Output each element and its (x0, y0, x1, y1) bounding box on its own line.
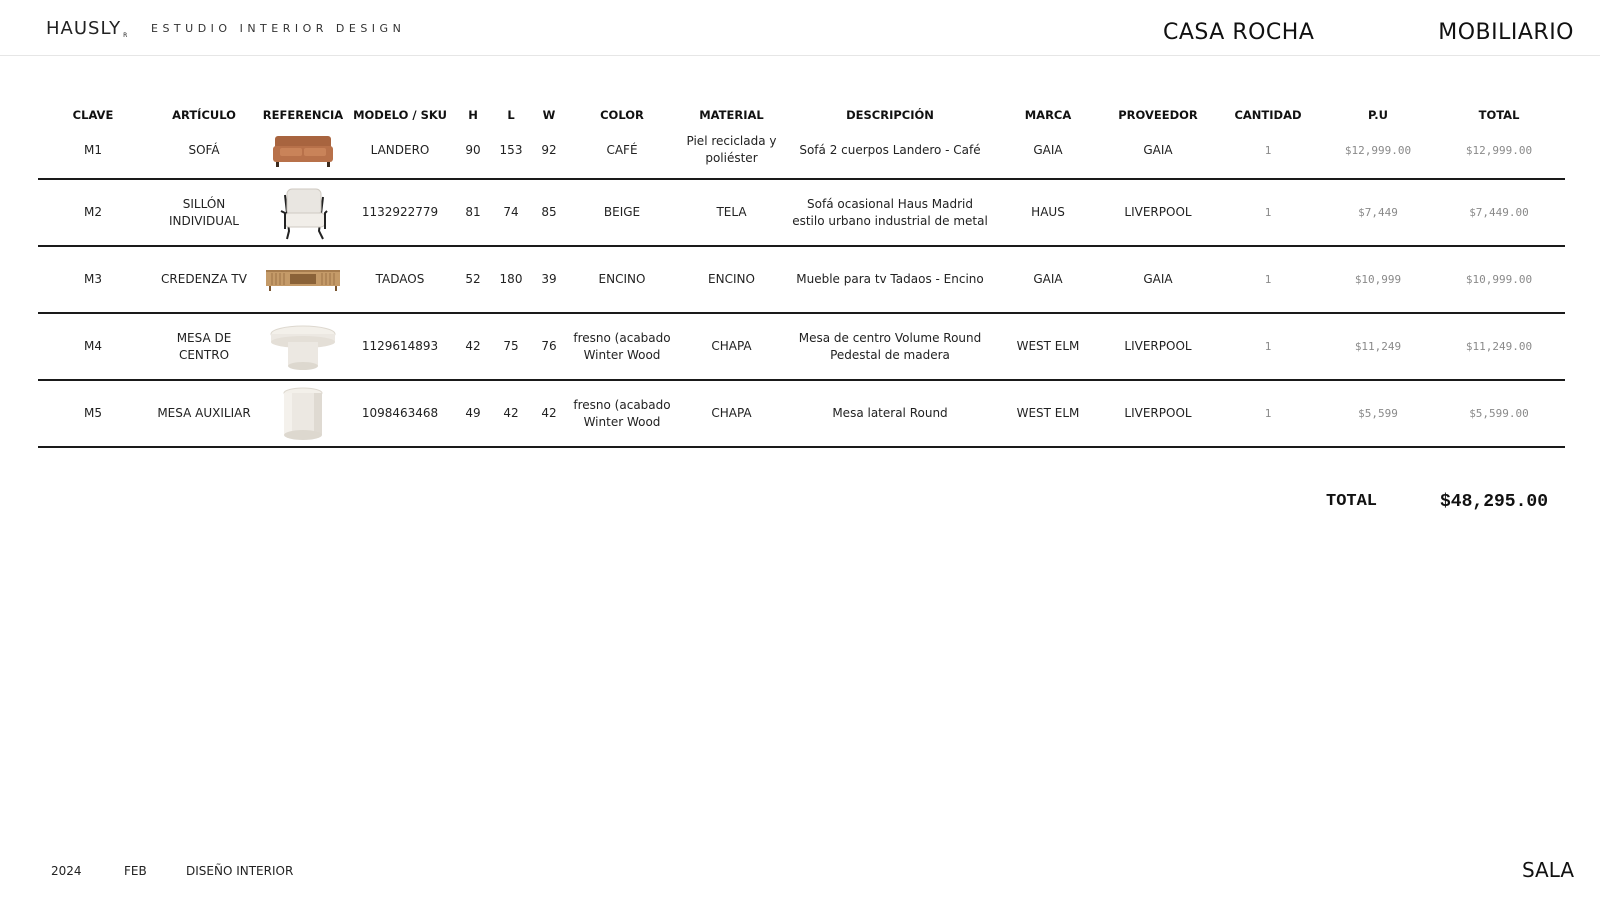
cell-material: TELA (716, 205, 747, 219)
cell-cantidad: 1 (1264, 273, 1272, 286)
tv-credenza-image (260, 250, 346, 310)
cell-descripcion: Sofá ocasional Haus Madrid estilo urbano industrial de metal (792, 196, 988, 228)
footer-year: 2024 (51, 864, 82, 878)
cell-w: 85 (541, 205, 557, 219)
cell-sku: 1098463468 (361, 406, 439, 420)
cell-clave: M1 (84, 142, 102, 157)
cell-sku: 1132922779 (361, 205, 439, 219)
cell-proveedor: GAIA (1143, 142, 1173, 157)
section-title: MOBILIARIO (1438, 20, 1574, 45)
cell-l: 180 (499, 272, 523, 286)
cell-clave: M5 (84, 406, 102, 420)
header-pu: P.U (1367, 107, 1389, 122)
cell-w: 39 (541, 272, 557, 286)
grand-total-value: $48,295.00 (1440, 492, 1549, 512)
coffee-table-image (260, 317, 346, 377)
cell-color: fresno (acabado Winter Wood (573, 330, 671, 362)
cell-cantidad: 1 (1264, 206, 1272, 219)
cell-h: 90 (465, 142, 481, 157)
table-row (38, 180, 1565, 247)
cell-descripcion: Mueble para tv Tadaos - Encino (796, 272, 984, 286)
cell-descripcion: Sofá 2 cuerpos Landero - Café (799, 142, 981, 157)
cell-sku: TADAOS (375, 272, 425, 286)
table-row (38, 314, 1565, 381)
cell-l: 75 (503, 339, 519, 353)
header-clave: CLAVE (72, 107, 114, 122)
cell-h: 81 (465, 205, 481, 219)
cell-marca: WEST ELM (1016, 339, 1080, 353)
armchair-image (260, 183, 346, 243)
page-header (0, 0, 1600, 56)
cell-marca: WEST ELM (1016, 406, 1080, 420)
side-table-image (260, 384, 346, 444)
cell-pu: $11,249 (1354, 340, 1402, 353)
footer-area: DISEÑO INTERIOR (186, 864, 294, 878)
cell-articulo: SOFÁ (188, 142, 220, 157)
cell-pu: $12,999.00 (1344, 143, 1412, 157)
cell-material: CHAPA (711, 339, 752, 353)
cell-color: ENCINO (598, 272, 646, 286)
header-color: COLOR (600, 107, 644, 122)
header-l: L (507, 107, 515, 122)
cell-h: 52 (465, 272, 481, 286)
header-proveedor: PROVEEDOR (1118, 107, 1198, 122)
header-w: W (542, 107, 556, 122)
cell-proveedor: LIVERPOOL (1124, 339, 1192, 353)
header-sku: MODELO / SKU (353, 107, 447, 122)
cell-articulo: SILLÓN INDIVIDUAL (169, 196, 239, 228)
cell-l: 74 (503, 205, 519, 219)
cell-h: 42 (465, 339, 481, 353)
cell-sku: LANDERO (370, 142, 430, 157)
cell-material: CHAPA (711, 406, 752, 420)
cell-l: 153 (499, 142, 523, 157)
footer-room: SALA (1521, 858, 1574, 882)
cell-descripcion: Mesa lateral Round (832, 406, 948, 420)
header-cantidad: CANTIDAD (1234, 107, 1302, 122)
cell-color: CAFÉ (606, 142, 638, 157)
cell-marca: GAIA (1033, 142, 1063, 157)
cell-marca: HAUS (1031, 205, 1065, 219)
cell-clave: M3 (84, 272, 102, 286)
table-row (38, 122, 1565, 180)
cell-total: $10,999.00 (1465, 273, 1533, 286)
brand-name: HAUSLY (46, 18, 122, 39)
cell-material: ENCINO (708, 272, 755, 286)
cell-clave: M2 (84, 205, 102, 219)
header-descripcion: DESCRIPCIÓN (846, 107, 934, 122)
brand-registered-mark: R (123, 32, 129, 39)
cell-w: 92 (541, 142, 557, 157)
header-total: TOTAL (1478, 107, 1520, 122)
header-h: H (468, 107, 478, 122)
studio-tagline: ESTUDIO INTERIOR DESIGN (151, 22, 406, 35)
cell-proveedor: LIVERPOOL (1124, 205, 1192, 219)
grand-total-label: TOTAL (1326, 492, 1378, 511)
cell-articulo: CREDENZA TV (161, 272, 247, 286)
cell-cantidad: 1 (1264, 340, 1272, 353)
cell-proveedor: LIVERPOOL (1124, 406, 1192, 420)
header-referencia: REFERENCIA (262, 107, 344, 122)
header-articulo: ARTÍCULO (172, 107, 236, 122)
cell-h: 49 (465, 406, 481, 420)
header-material: MATERIAL (699, 107, 764, 122)
cell-color: BEIGE (603, 205, 641, 219)
cell-total: $11,249.00 (1465, 340, 1533, 353)
cell-marca: GAIA (1033, 272, 1063, 286)
cell-pu: $10,999 (1354, 273, 1402, 286)
cell-pu: $5,599 (1358, 407, 1398, 420)
table-row (38, 247, 1565, 314)
cell-articulo: MESA AUXILIAR (157, 406, 251, 420)
brand-logo (46, 18, 128, 39)
cell-total: $12,999.00 (1465, 143, 1533, 157)
cell-pu: $7,449 (1358, 206, 1398, 219)
cell-clave: M4 (84, 339, 102, 353)
cell-descripcion: Mesa de centro Volume Round Pedestal de madera (798, 330, 982, 362)
cell-proveedor: GAIA (1143, 272, 1173, 286)
sofa-image (260, 120, 346, 180)
furniture-table (38, 100, 1565, 448)
cell-total: $7,449.00 (1469, 206, 1529, 219)
project-title: CASA ROCHA (1163, 20, 1315, 45)
cell-total: $5,599.00 (1469, 407, 1529, 420)
table-row (38, 381, 1565, 448)
cell-cantidad: 1 (1264, 407, 1272, 420)
header-marca: MARCA (1024, 107, 1072, 122)
cell-color: fresno (acabado Winter Wood (573, 397, 671, 429)
cell-material: Piel reciclada y poliéster (686, 134, 777, 165)
cell-w: 76 (541, 339, 557, 353)
cell-articulo: MESA DE CENTRO (176, 330, 232, 362)
cell-w: 42 (541, 406, 557, 420)
cell-sku: 1129614893 (361, 339, 439, 353)
cell-l: 42 (503, 406, 519, 420)
footer-month: FEB (124, 864, 147, 878)
cell-cantidad: 1 (1264, 143, 1272, 157)
